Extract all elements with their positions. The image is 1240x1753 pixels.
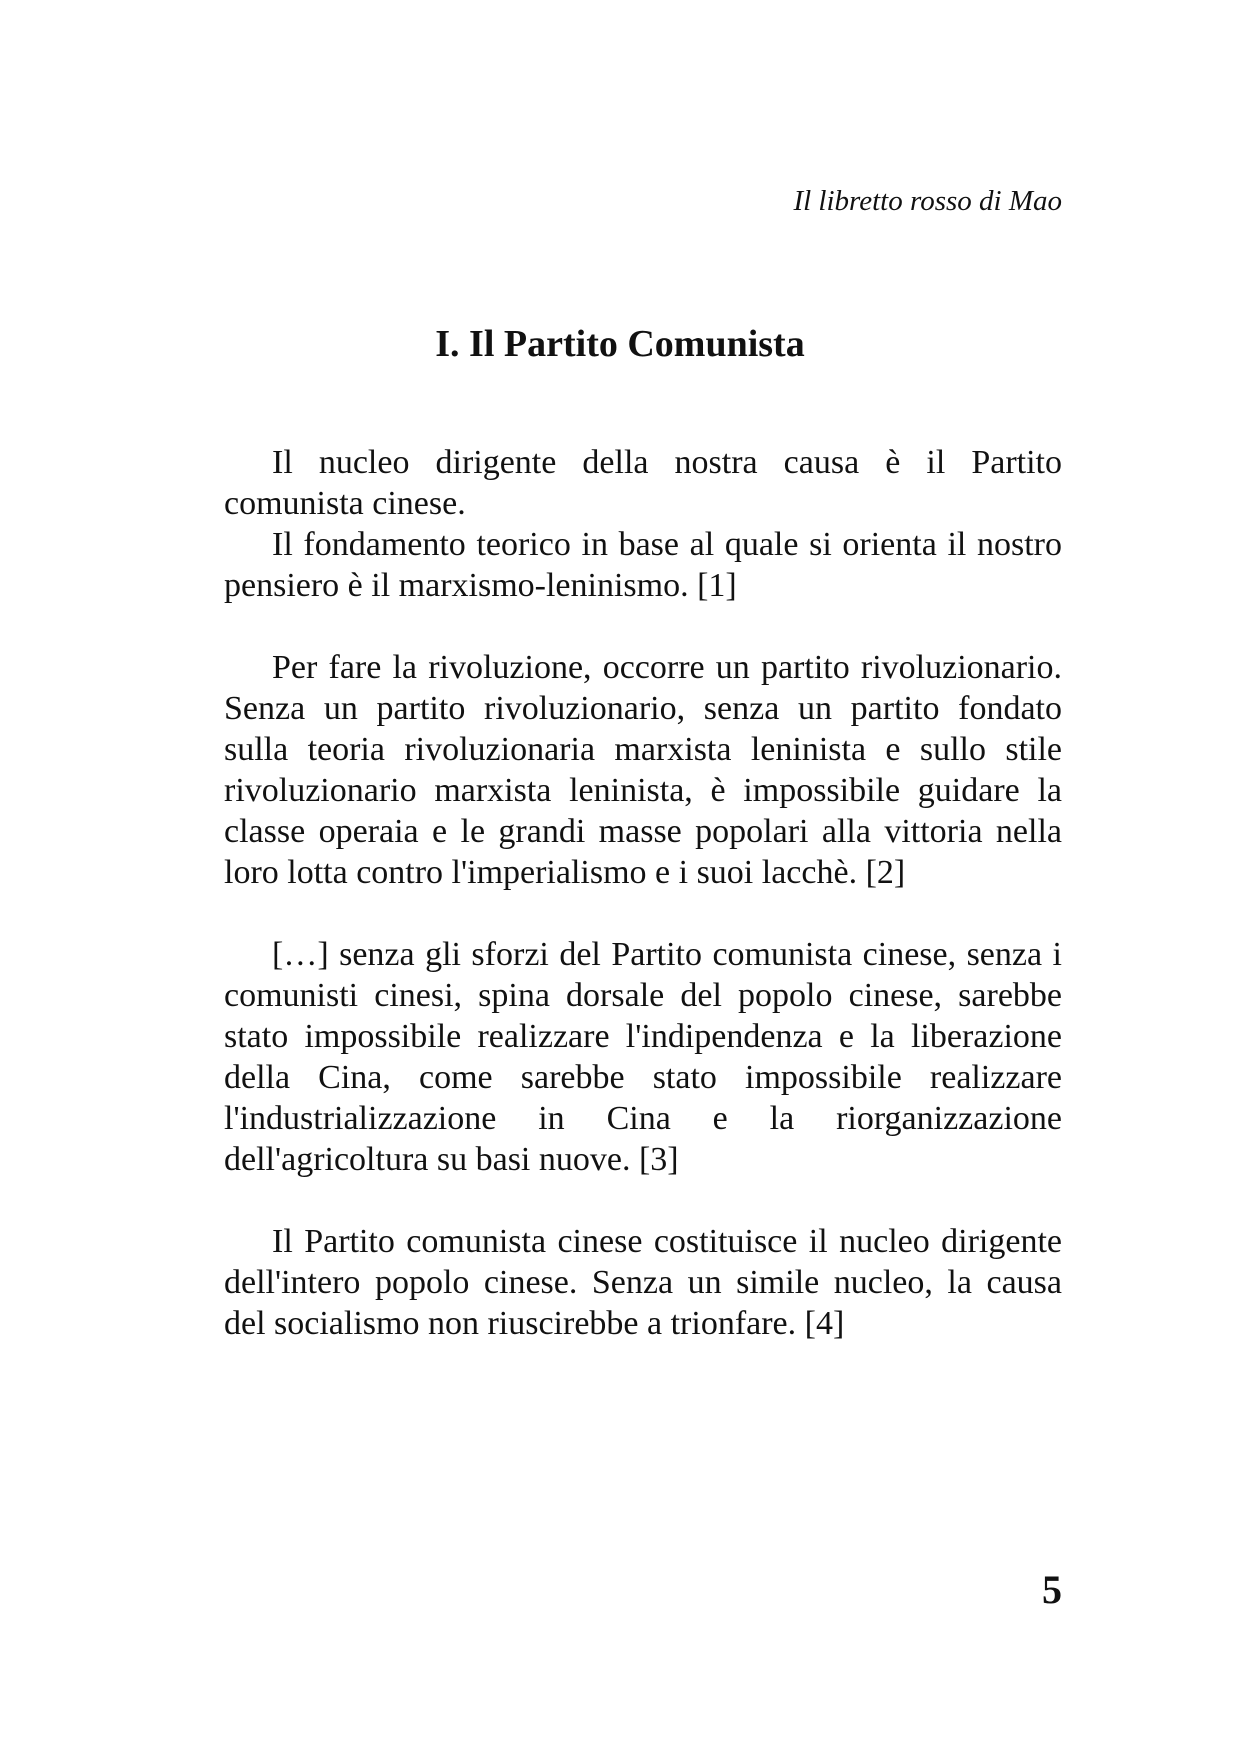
- running-header: Il libretto rosso di Mao: [793, 185, 1062, 217]
- paragraph-1: Il nucleo dirigente della nostra causa è il Partito comunista cinese.: [224, 444, 1062, 522]
- chapter-title: I. Il Partito Comunista: [435, 323, 805, 365]
- paragraph-3: Per fare la rivoluzione, occorre un partito rivoluzionario. Senza un partito rivoluzionario, senza un partito fondato sulla teoria rivoluzionaria marxista leninista e sullo stile rivoluzionario marxista leninista, è impossibile guidare la classe operaia e le grandi masse popolari alla vittoria nella loro lotta contro l'imperialismo e i suoi lacchè. [2]: [224, 649, 1062, 891]
- paragraph-5: Il Partito comunista cinese costituisce il nucleo dirigente dell'intero popolo cinese. Senza un simile nucleo, la causa del socialismo non riuscirebbe a trionfare. [4]: [224, 1223, 1062, 1342]
- paragraph-4: […] senza gli sforzi del Partito comunista cinese, senza i comunisti cinesi, spina dorsale del popolo cinese, sarebbe stato impossibile realizzare l'indipendenza e la liberazione della Cina, come sarebbe stato impossibile realizzare l'industrializzazione in Cina e la riorganizzazione dell'agricoltura su basi nuove. [3]: [224, 936, 1062, 1178]
- body-text: [224, 442, 1062, 1344]
- page-number: 5: [1042, 1567, 1062, 1612]
- paragraph-2: Il fondamento teorico in base al quale si orienta il nostro pensiero è il marxismo-leninismo. [1]: [224, 526, 1062, 604]
